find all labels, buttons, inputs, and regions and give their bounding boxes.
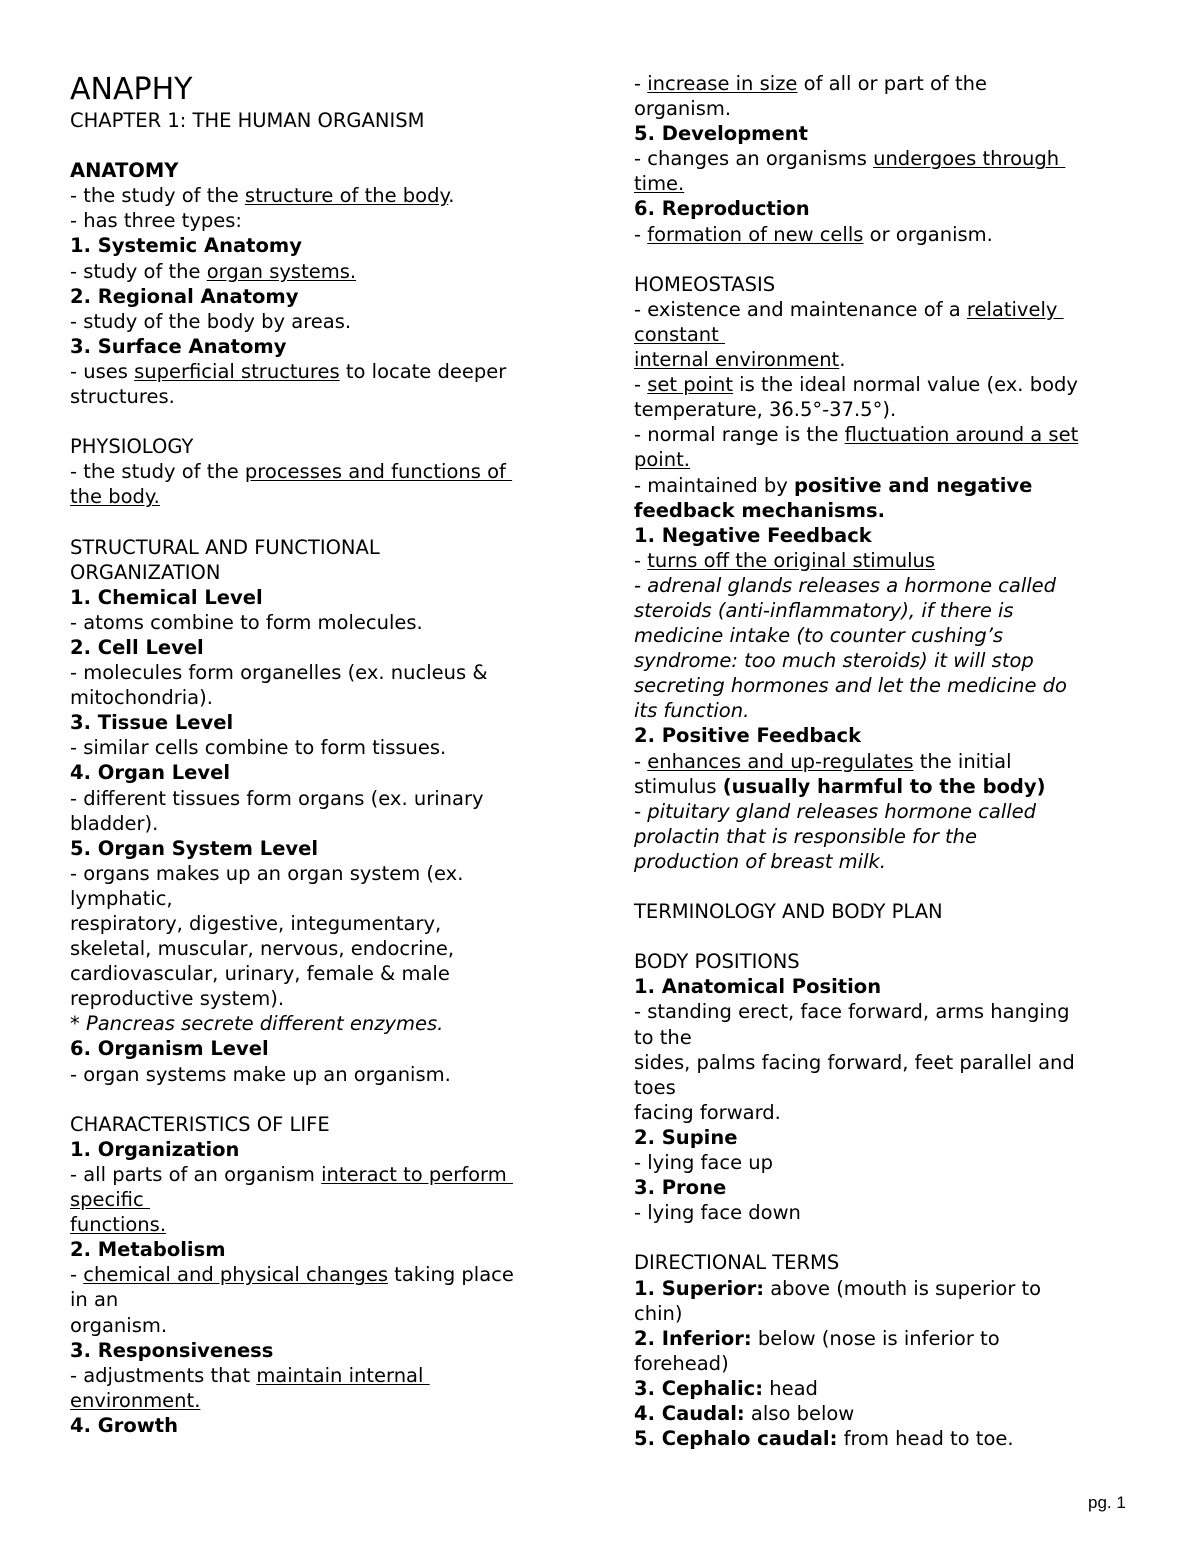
text-line — [70, 384, 580, 409]
text-run: or organism. — [863, 222, 993, 246]
text-run: - lying face down — [634, 1201, 801, 1225]
text-line — [634, 121, 1134, 146]
text-run: - — [634, 548, 648, 572]
text-line — [634, 1426, 1134, 1451]
text-line — [634, 397, 1134, 422]
text-line — [70, 936, 580, 961]
text-run: prolactin that is responsible for the — [634, 824, 978, 848]
text-line — [70, 660, 580, 685]
text-run: medicine intake (to counter cushing’s — [634, 624, 1004, 648]
text-line — [634, 1301, 1134, 1326]
text-run: to the — [634, 1025, 692, 1049]
text-run: cardiovascular, urinary, female & male — [70, 962, 450, 986]
text-run: - atoms combine to form molecules. — [70, 610, 423, 634]
text-run: above (mouth is superior to — [764, 1276, 1042, 1300]
text-line — [634, 648, 1134, 673]
text-run: 2. Metabolism — [70, 1238, 226, 1262]
text-run: 3. Tissue Level — [70, 711, 234, 735]
text-line — [634, 573, 1134, 598]
text-run: the body. — [70, 485, 160, 509]
text-run: - study of the — [70, 259, 207, 283]
text-line — [70, 861, 580, 886]
text-line — [634, 1376, 1134, 1401]
text-line — [70, 986, 580, 1011]
text-run: organism. — [70, 1313, 168, 1337]
text-run: - lying face up — [634, 1151, 774, 1175]
text-line — [70, 886, 580, 911]
text-line — [634, 498, 1134, 523]
text-line — [634, 799, 1134, 824]
text-line — [70, 334, 580, 359]
text-line — [634, 1050, 1134, 1075]
text-run: 4. Growth — [70, 1413, 179, 1437]
text-line — [634, 598, 1134, 623]
text-run: below (nose is inferior to — [751, 1326, 1000, 1350]
text-run: 4. Organ Level — [70, 761, 231, 785]
text-run: DIRECTIONAL TERMS — [634, 1251, 840, 1275]
text-line — [634, 96, 1134, 121]
text-run: the initial — [913, 749, 1012, 773]
text-run: - adrenal glands releases a hormone called — [634, 573, 1057, 597]
text-line — [70, 1062, 580, 1087]
text-line — [70, 685, 580, 710]
text-run: structures. — [70, 385, 175, 409]
text-run: PHYSIOLOGY — [70, 435, 194, 459]
text-line — [634, 1276, 1134, 1301]
text-run: - standing erect, face forward, arms hanging — [634, 1000, 1070, 1024]
blank-line — [70, 510, 580, 535]
text-line — [634, 824, 1134, 849]
text-line — [70, 1262, 580, 1287]
text-line — [634, 899, 1134, 924]
text-run: - organs makes up an organ system (ex. — [70, 861, 464, 885]
text-run: - all parts of an organism — [70, 1162, 322, 1186]
blank-line — [634, 247, 1134, 272]
text-line — [634, 698, 1134, 723]
text-line — [70, 836, 580, 861]
text-run: - existence and maintenance of a — [634, 297, 967, 321]
text-run: CHARACTERISTICS OF LIFE — [70, 1112, 330, 1136]
text-line — [70, 1338, 580, 1363]
text-run: 5. Cephalo caudal: — [634, 1427, 838, 1451]
text-line — [70, 961, 580, 986]
text-line — [70, 786, 580, 811]
blank-line — [634, 924, 1134, 949]
text-line — [634, 974, 1134, 999]
page-number: pg. 1 — [1088, 1493, 1126, 1512]
text-run: fluctuation around a set — [844, 423, 1079, 447]
text-run: reproductive system). — [70, 987, 285, 1011]
text-line — [70, 233, 580, 258]
text-run: forehead) — [634, 1351, 729, 1375]
blank-line — [70, 1087, 580, 1112]
text-run: - — [634, 72, 648, 95]
text-line — [634, 673, 1134, 698]
text-run: syndrome: too much steroids) it will stop — [634, 649, 1034, 673]
text-line — [634, 949, 1134, 974]
text-run: of all or part of the — [797, 72, 987, 95]
text-line — [634, 71, 1134, 96]
text-line — [634, 623, 1134, 648]
text-line — [634, 222, 1134, 247]
text-run: 3. Responsiveness — [70, 1338, 274, 1362]
text-run: 1. Systemic Anatomy — [70, 234, 302, 258]
text-run: - adjustments that — [70, 1363, 257, 1387]
text-run: set point — [647, 373, 733, 397]
text-line — [634, 171, 1134, 196]
text-line — [70, 484, 580, 509]
text-run: - different tissues form organs (ex. urinary — [70, 786, 484, 810]
text-run: from head to toe. — [837, 1427, 1014, 1451]
text-line — [70, 1287, 580, 1312]
text-run: sides, palms facing forward, feet parallel and — [634, 1050, 1075, 1074]
text-run: - normal range is the — [634, 423, 845, 447]
text-line — [70, 560, 580, 585]
text-line — [634, 999, 1134, 1024]
text-line — [70, 760, 580, 785]
text-run: - — [70, 1263, 84, 1287]
text-line — [70, 309, 580, 334]
text-run: undergoes through — [873, 147, 1066, 171]
text-run: stimulus — [634, 774, 723, 798]
text-line — [70, 1137, 580, 1162]
text-run: 1. Chemical Level — [70, 585, 263, 609]
text-line — [70, 1212, 580, 1237]
text-run: to locate deeper — [339, 359, 507, 383]
text-run: interact to perform — [321, 1162, 513, 1186]
text-line — [70, 535, 580, 560]
text-run: superficial structures — [134, 359, 340, 383]
text-line — [70, 459, 580, 484]
text-run: 2. Inferior: — [634, 1326, 752, 1350]
text-line — [634, 774, 1134, 799]
text-run: organism. — [634, 97, 732, 121]
text-line — [70, 1313, 580, 1338]
text-run: - — [634, 222, 648, 246]
text-line — [634, 347, 1134, 372]
text-run: - the study of the — [70, 460, 245, 484]
text-line — [70, 158, 580, 183]
text-run: 3. Prone — [634, 1176, 727, 1200]
text-line — [70, 208, 580, 233]
text-run: CHAPTER 1: THE HUMAN ORGANISM — [70, 109, 425, 132]
text-line — [70, 1237, 580, 1262]
text-line — [634, 1125, 1134, 1150]
text-line — [70, 259, 580, 284]
text-line — [70, 635, 580, 660]
text-run: - maintained by — [634, 473, 795, 497]
text-run: secreting hormones and let the medicine do — [634, 674, 1067, 698]
text-run: specific — [70, 1188, 150, 1212]
text-line — [634, 372, 1134, 397]
text-run: - molecules form organelles (ex. nucleus & — [70, 661, 488, 685]
text-run: - — [634, 749, 648, 773]
text-run: 4. Caudal: — [634, 1401, 745, 1425]
text-line — [70, 108, 580, 133]
text-run: STRUCTURAL AND FUNCTIONAL — [70, 535, 380, 559]
text-run: 3. Cephalic: — [634, 1376, 764, 1400]
text-line — [634, 1075, 1134, 1100]
text-run: 5. Development — [634, 122, 808, 146]
text-run: ORGANIZATION — [70, 560, 221, 584]
text-run: constant — [634, 322, 725, 346]
text-line — [70, 585, 580, 610]
right-column — [634, 71, 1134, 1451]
text-run: 2. Regional Anatomy — [70, 284, 299, 308]
text-run: in an — [70, 1288, 119, 1312]
text-run: - changes an organisms — [634, 147, 874, 171]
text-run: 2. Positive Feedback — [634, 724, 862, 748]
text-run: maintain internal — [256, 1363, 430, 1387]
text-line — [634, 473, 1134, 498]
text-run: internal environment — [634, 348, 840, 372]
blank-line — [70, 409, 580, 434]
text-line — [634, 1100, 1134, 1125]
text-run: temperature, 36.5°-37.5°). — [634, 398, 897, 422]
text-run: positive and negative — [794, 473, 1033, 497]
text-run: chin) — [634, 1301, 683, 1325]
text-line — [634, 422, 1134, 447]
text-run: 1. Organization — [70, 1137, 240, 1161]
text-run: 6. Reproduction — [634, 197, 810, 221]
text-run: - similar cells combine to form tissues. — [70, 736, 447, 760]
text-run: TERMINOLOGY AND BODY PLAN — [634, 900, 943, 924]
text-run: time. — [634, 172, 685, 196]
text-run: environment. — [70, 1388, 201, 1412]
text-line — [634, 723, 1134, 748]
left-column — [70, 72, 580, 1438]
text-line — [634, 1200, 1134, 1225]
text-line — [634, 1351, 1134, 1376]
text-run: toes — [634, 1075, 676, 1099]
text-run: - uses — [70, 359, 135, 383]
text-run: 5. Organ System Level — [70, 836, 319, 860]
text-run: is the ideal normal value (ex. body — [732, 373, 1078, 397]
text-line — [634, 196, 1134, 221]
blank-line — [634, 874, 1134, 899]
text-line — [634, 749, 1134, 774]
text-run: feedback mechanisms. — [634, 498, 885, 522]
text-line — [634, 1401, 1134, 1426]
text-run: * — [70, 1012, 86, 1036]
text-run: processes and functions of — [244, 460, 513, 484]
text-line — [634, 322, 1134, 347]
text-run: - pituitary gland releases hormone called — [634, 799, 1037, 823]
text-line — [70, 1388, 580, 1413]
text-line — [634, 297, 1134, 322]
text-line — [634, 849, 1134, 874]
text-run: mitochondria). — [70, 686, 213, 710]
text-line — [70, 359, 580, 384]
text-line — [634, 1150, 1134, 1175]
text-line — [70, 1036, 580, 1061]
text-line — [70, 1162, 580, 1187]
text-run: organ systems. — [206, 259, 357, 283]
text-run: 1. Anatomical Position — [634, 975, 882, 999]
text-run: formation of new cells — [647, 222, 864, 246]
text-run: - study of the body by areas. — [70, 309, 352, 333]
text-run: turns off the original stimulus — [647, 548, 936, 572]
text-run: ANATOMY — [70, 159, 179, 183]
text-line — [70, 284, 580, 309]
text-line — [70, 911, 580, 936]
text-line — [70, 1011, 580, 1036]
text-run: 2. Cell Level — [70, 635, 204, 659]
text-line — [70, 1363, 580, 1388]
document-title: ANAPHY — [70, 72, 193, 107]
text-line — [70, 1112, 580, 1137]
text-line — [70, 434, 580, 459]
text-run: 6. Organism Level — [70, 1037, 269, 1061]
text-run: 2. Supine — [634, 1125, 738, 1149]
text-run: enhances and up-regulates — [647, 749, 914, 773]
text-line — [70, 610, 580, 635]
blank-line — [634, 1225, 1134, 1250]
text-run: respiratory, digestive, integumentary, — [70, 912, 442, 935]
text-line — [70, 735, 580, 760]
text-run: 1. Superior: — [634, 1276, 764, 1300]
text-run: - the study of the — [70, 184, 245, 208]
text-run: chemical and physical changes — [83, 1263, 388, 1287]
text-run: lymphatic, — [70, 886, 173, 910]
text-run: also below — [744, 1401, 855, 1425]
text-run: head — [763, 1376, 818, 1400]
text-run: . — [839, 348, 846, 372]
blank-line — [70, 133, 580, 158]
text-line — [634, 1326, 1134, 1351]
text-line — [634, 548, 1134, 573]
text-line — [70, 710, 580, 735]
text-run: relatively — [966, 297, 1064, 321]
text-run: structure of the body — [244, 184, 449, 208]
text-line — [634, 523, 1134, 548]
text-run: facing forward. — [634, 1100, 781, 1124]
text-run: steroids (anti-inflammatory), if there is — [634, 598, 1014, 622]
text-run: increase in size — [647, 72, 798, 95]
text-run: (usually harmful to the body) — [722, 774, 1046, 798]
text-line — [634, 447, 1134, 472]
text-run: Pancreas secrete different enzymes. — [85, 1012, 444, 1036]
text-run: BODY POSITIONS — [634, 950, 800, 974]
text-run: point. — [634, 448, 690, 472]
text-run: production of breast milk. — [634, 849, 886, 873]
text-run: - — [634, 373, 648, 397]
text-line — [70, 1187, 580, 1212]
text-line — [70, 811, 580, 836]
text-line — [70, 183, 580, 208]
text-run: 3. Surface Anatomy — [70, 334, 287, 358]
text-run: . — [448, 184, 455, 208]
text-line — [634, 146, 1134, 171]
text-run: skeletal, muscular, nervous, endocrine, — [70, 937, 455, 961]
text-run: bladder). — [70, 811, 159, 835]
text-line — [70, 1413, 580, 1438]
text-run: its function. — [634, 699, 750, 723]
text-line — [634, 272, 1134, 297]
text-run: - organ systems make up an organism. — [70, 1062, 451, 1086]
text-line — [634, 1250, 1134, 1275]
text-run: HOMEOSTASIS — [634, 272, 776, 296]
text-run: taking place — [387, 1263, 514, 1287]
text-run: 1. Negative Feedback — [634, 523, 872, 547]
text-line — [634, 1025, 1134, 1050]
text-line — [634, 1175, 1134, 1200]
text-run: - has three types: — [70, 209, 242, 233]
text-run: functions. — [70, 1213, 167, 1237]
